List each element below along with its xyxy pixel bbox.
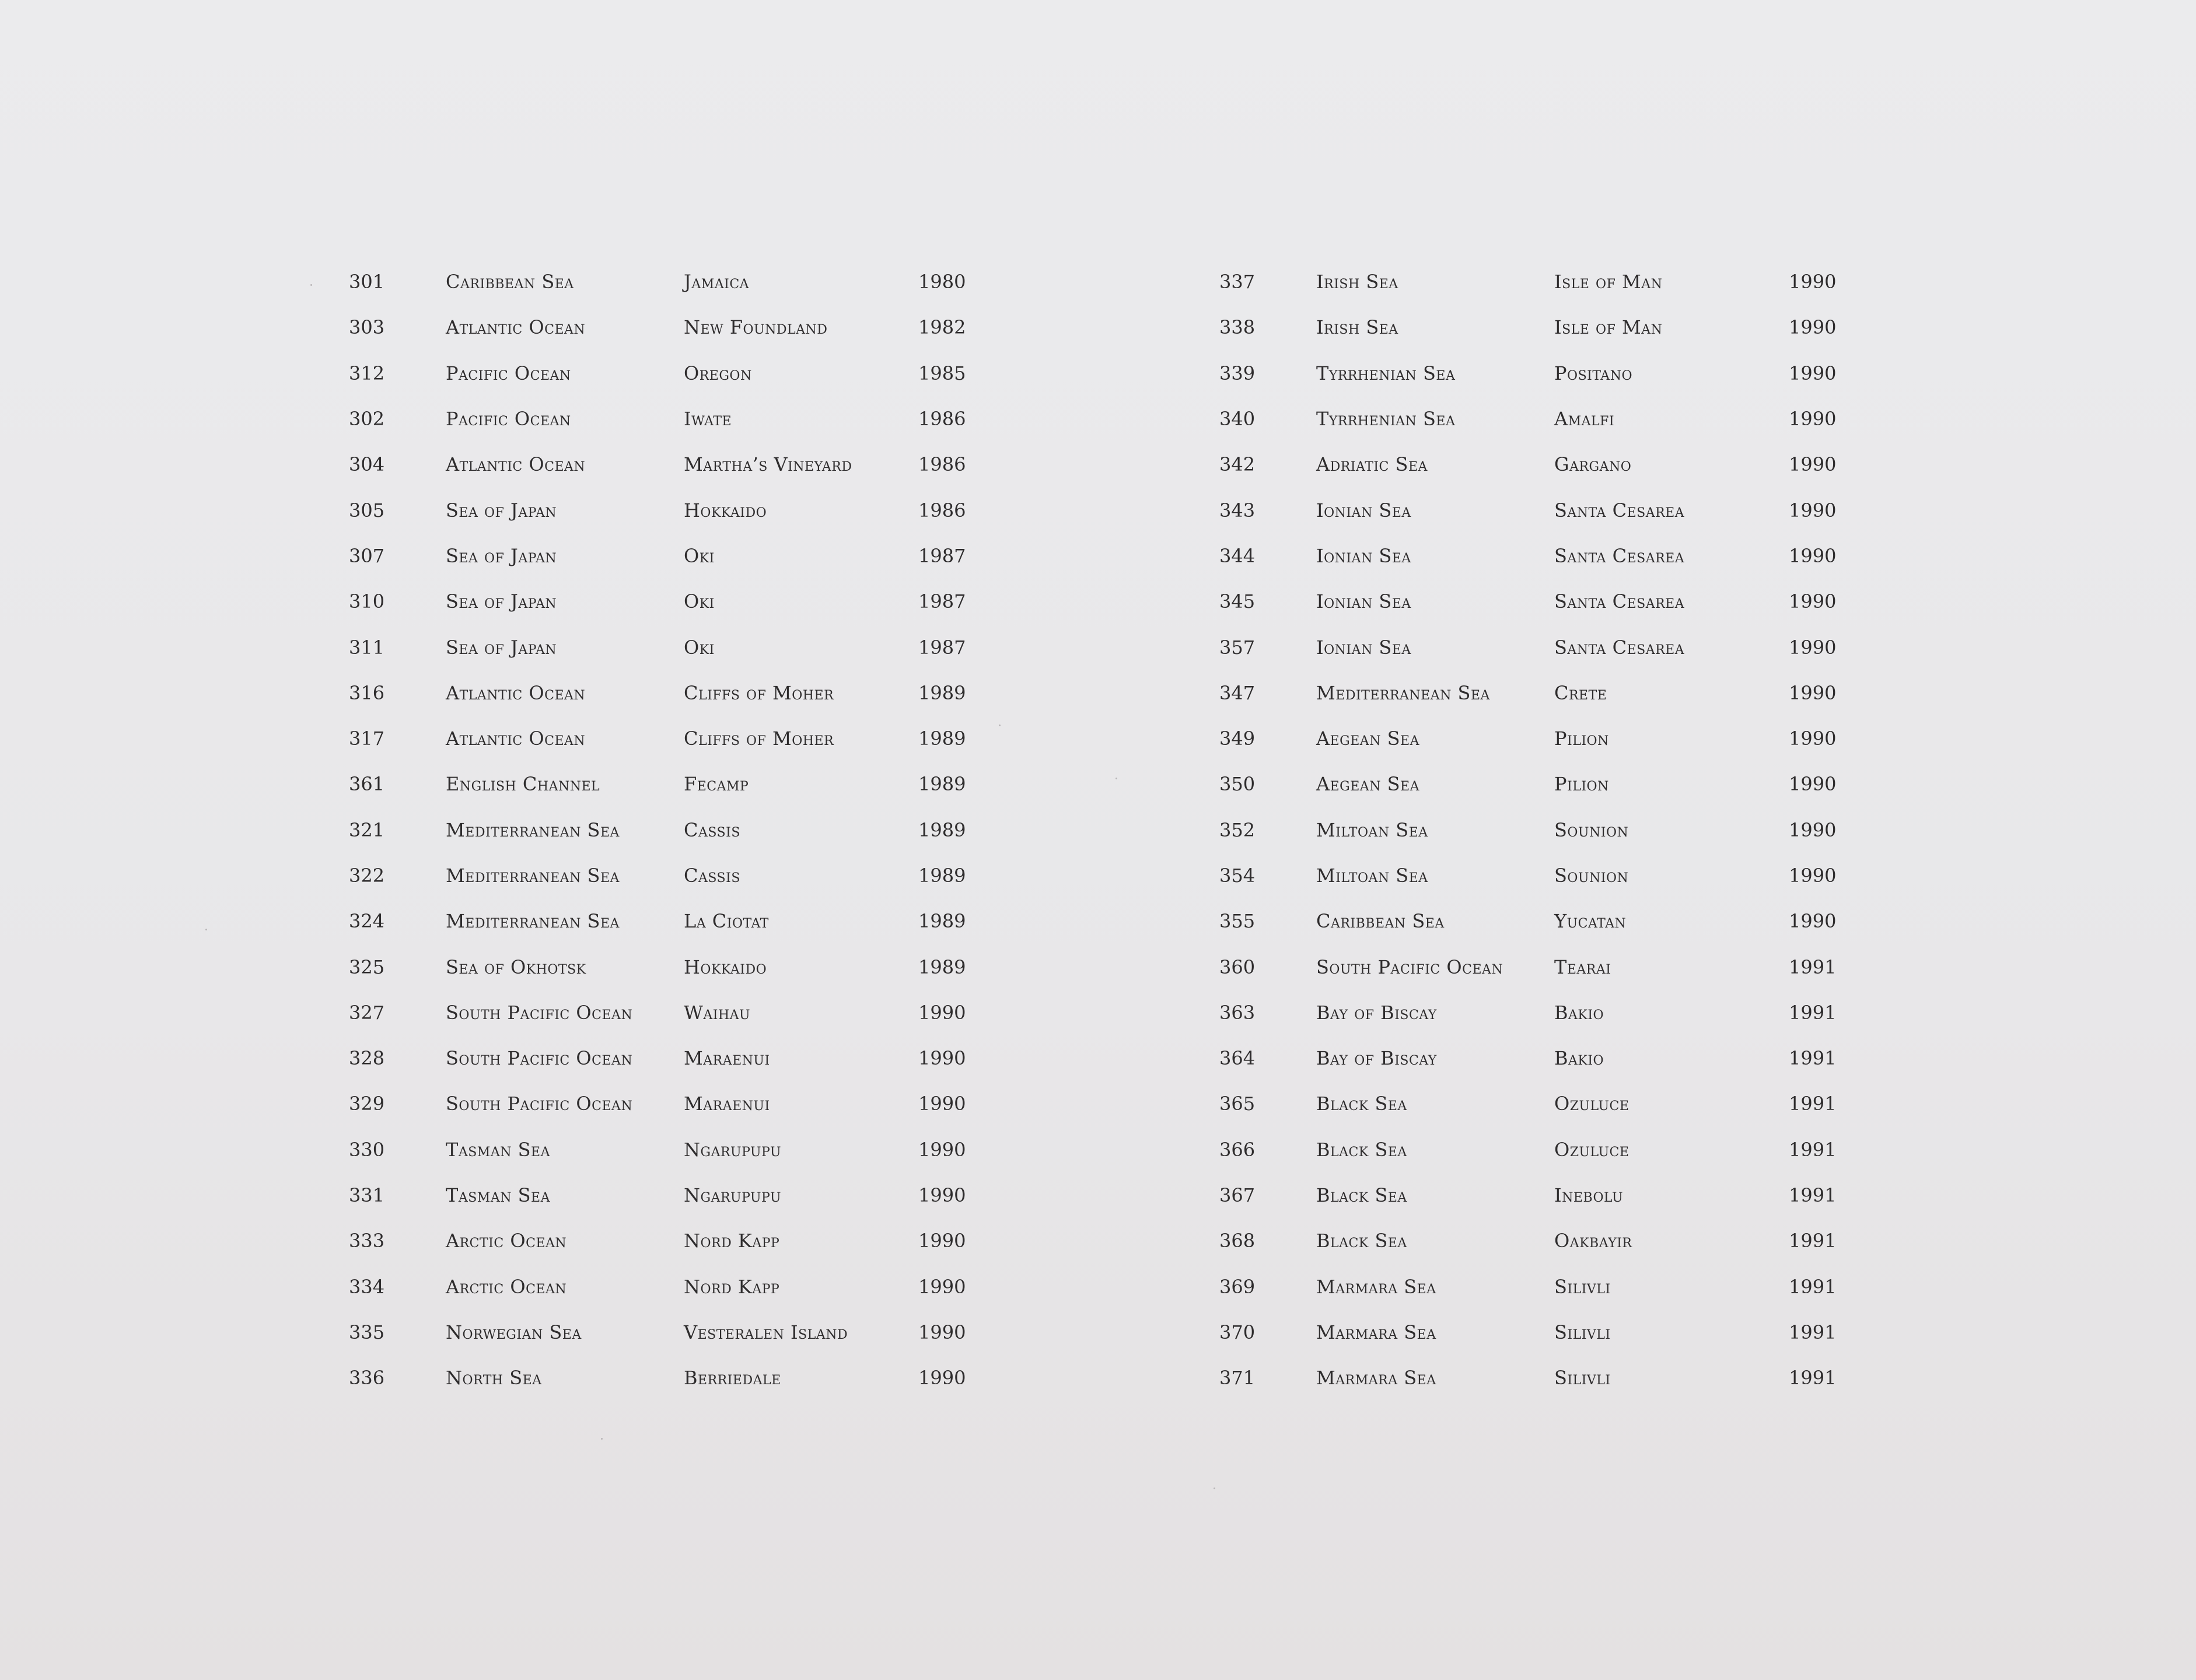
paper-speck xyxy=(601,1438,603,1440)
location-name: Silivli xyxy=(1554,1275,1611,1298)
table-row xyxy=(1219,1172,1836,1218)
year: 1989 xyxy=(918,910,966,933)
table-row xyxy=(349,396,966,442)
year: 1990 xyxy=(1789,727,1837,750)
plate-number: 349 xyxy=(1219,727,1256,750)
year: 1991 xyxy=(1789,1093,1837,1115)
plate-number: 307 xyxy=(349,544,385,567)
table-row xyxy=(349,807,966,853)
year: 1990 xyxy=(1789,864,1837,887)
plate-number: 354 xyxy=(1219,864,1256,887)
location-name: Fecamp xyxy=(684,773,749,796)
table-row xyxy=(1219,1264,1836,1310)
plate-number: 350 xyxy=(1219,773,1256,796)
year: 1990 xyxy=(1789,636,1837,659)
sea-name: Arctic Ocean xyxy=(446,1230,567,1252)
table-row xyxy=(1219,670,1836,716)
plate-number: 366 xyxy=(1219,1138,1256,1161)
sea-name: Ionian Sea xyxy=(1316,636,1411,659)
plate-number: 338 xyxy=(1219,316,1256,339)
plate-number: 345 xyxy=(1219,590,1256,613)
table-row xyxy=(349,624,966,670)
year: 1986 xyxy=(918,453,966,476)
year: 1990 xyxy=(918,1138,966,1161)
sea-name: North Sea xyxy=(446,1367,542,1390)
plate-number: 369 xyxy=(1219,1275,1256,1298)
table-row xyxy=(1219,396,1836,442)
sea-name: Atlantic Ocean xyxy=(446,453,586,476)
location-name: Silivli xyxy=(1554,1321,1611,1343)
year: 1990 xyxy=(1789,499,1837,522)
location-name: Nord Kapp xyxy=(684,1230,780,1252)
plate-number: 329 xyxy=(349,1093,385,1115)
sea-name: Ionian Sea xyxy=(1316,499,1411,522)
sea-name: Marmara Sea xyxy=(1316,1321,1436,1343)
location-name: Ozuluce xyxy=(1554,1093,1629,1115)
plate-number: 312 xyxy=(349,362,385,384)
sea-name: Mediterranean Sea xyxy=(446,818,620,841)
plate-number: 368 xyxy=(1219,1230,1256,1252)
paper-speck xyxy=(205,929,207,930)
table-row xyxy=(349,1218,966,1264)
sea-name: Adriatic Sea xyxy=(1316,453,1428,476)
sea-name: Tasman Sea xyxy=(446,1184,551,1207)
plate-number: 344 xyxy=(1219,544,1256,567)
year: 1985 xyxy=(918,362,966,384)
sea-name: Black Sea xyxy=(1316,1230,1407,1252)
sea-name: Atlantic Ocean xyxy=(446,316,586,339)
plate-number: 365 xyxy=(1219,1093,1256,1115)
sea-name: Miltoan Sea xyxy=(1316,864,1428,887)
table-row xyxy=(349,351,966,396)
plate-number: 371 xyxy=(1219,1367,1256,1390)
plate-number: 357 xyxy=(1219,636,1256,659)
table-row xyxy=(1219,1127,1836,1172)
table-row xyxy=(349,944,966,989)
year: 1990 xyxy=(918,1184,966,1207)
sea-name: Mediterranean Sea xyxy=(446,864,620,887)
location-name: Isle of Man xyxy=(1554,316,1663,339)
year: 1991 xyxy=(1789,1047,1837,1070)
plate-number: 343 xyxy=(1219,499,1256,522)
plate-number: 334 xyxy=(349,1275,385,1298)
sea-name: Caribbean Sea xyxy=(446,271,574,293)
sea-name: Irish Sea xyxy=(1316,271,1398,293)
sea-name: South Pacific Ocean xyxy=(1316,956,1503,978)
year: 1990 xyxy=(918,1275,966,1298)
plate-number: 322 xyxy=(349,864,385,887)
location-name: Vesteralen Island xyxy=(684,1321,848,1343)
year: 1990 xyxy=(918,1093,966,1115)
sea-name: Aegean Sea xyxy=(1316,773,1419,796)
location-name: Isle of Man xyxy=(1554,271,1663,293)
sea-name: Sea of Japan xyxy=(446,499,557,522)
table-row xyxy=(349,304,966,350)
location-name: Inebolu xyxy=(1554,1184,1624,1207)
year: 1991 xyxy=(1789,1321,1837,1343)
table-row xyxy=(1219,624,1836,670)
paper-speck xyxy=(310,284,312,286)
location-name: Iwate xyxy=(684,408,732,430)
table-row xyxy=(349,259,966,304)
year: 1989 xyxy=(918,681,966,704)
table-row xyxy=(349,1355,966,1401)
table-row xyxy=(349,898,966,944)
year: 1987 xyxy=(918,590,966,613)
year: 1990 xyxy=(918,1047,966,1070)
location-name: Hokkaido xyxy=(684,956,767,978)
plate-number: 335 xyxy=(349,1321,385,1343)
sea-name: Black Sea xyxy=(1316,1138,1407,1161)
sea-name: Tasman Sea xyxy=(446,1138,551,1161)
paper-speck xyxy=(1214,1488,1215,1489)
table-row xyxy=(1219,442,1836,487)
table-row xyxy=(1219,1355,1836,1401)
year: 1986 xyxy=(918,408,966,430)
sea-name: Marmara Sea xyxy=(1316,1367,1436,1390)
sea-name: Sea of Okhotsk xyxy=(446,956,586,978)
year: 1990 xyxy=(918,1001,966,1024)
location-name: Hokkaido xyxy=(684,499,767,522)
location-name: Pilion xyxy=(1554,773,1609,796)
table-row xyxy=(349,1127,966,1172)
table-row xyxy=(349,990,966,1035)
plate-number: 330 xyxy=(349,1138,385,1161)
plate-number: 324 xyxy=(349,910,385,933)
year: 1986 xyxy=(918,499,966,522)
location-name: Waihau xyxy=(684,1001,751,1024)
table-row xyxy=(349,1310,966,1355)
table-row xyxy=(1219,898,1836,944)
location-name: Sounion xyxy=(1554,818,1629,841)
year: 1989 xyxy=(918,956,966,978)
sea-name: English Channel xyxy=(446,773,600,796)
sea-name: Atlantic Ocean xyxy=(446,727,586,750)
year: 1990 xyxy=(1789,818,1837,841)
sea-name: Sea of Japan xyxy=(446,590,557,613)
table-row xyxy=(349,487,966,533)
year: 1991 xyxy=(1789,956,1837,978)
location-name: Ngarupupu xyxy=(684,1138,781,1161)
sea-name: Miltoan Sea xyxy=(1316,818,1428,841)
plate-number: 370 xyxy=(1219,1321,1256,1343)
year: 1990 xyxy=(1789,271,1837,293)
table-row xyxy=(1219,259,1836,304)
plate-number: 311 xyxy=(349,636,385,659)
sea-name: South Pacific Ocean xyxy=(446,1093,633,1115)
sea-name: Bay of Biscay xyxy=(1316,1001,1437,1024)
location-name: Tearai xyxy=(1554,956,1611,978)
plate-number: 305 xyxy=(349,499,385,522)
sea-name: Aegean Sea xyxy=(1316,727,1419,750)
plate-number: 304 xyxy=(349,453,385,476)
location-name: Maraenui xyxy=(684,1047,770,1070)
table-row xyxy=(1219,1035,1836,1081)
location-name: Bakio xyxy=(1554,1047,1604,1070)
location-name: Pilion xyxy=(1554,727,1609,750)
sea-name: Ionian Sea xyxy=(1316,590,1411,613)
year: 1991 xyxy=(1789,1138,1837,1161)
sea-name: South Pacific Ocean xyxy=(446,1001,633,1024)
year: 1990 xyxy=(1789,590,1837,613)
table-row xyxy=(1219,1218,1836,1264)
plate-number: 364 xyxy=(1219,1047,1256,1070)
location-name: Crete xyxy=(1554,681,1607,704)
year: 1991 xyxy=(1789,1184,1837,1207)
sea-name: Bay of Biscay xyxy=(1316,1047,1437,1070)
location-name: Jamaica xyxy=(684,271,750,293)
plate-number: 352 xyxy=(1219,818,1256,841)
location-name: Santa Cesarea xyxy=(1554,590,1685,613)
plate-number: 333 xyxy=(349,1230,385,1252)
sea-name: Arctic Ocean xyxy=(446,1275,567,1298)
year: 1990 xyxy=(1789,408,1837,430)
year: 1990 xyxy=(918,1230,966,1252)
location-name: Ngarupupu xyxy=(684,1184,781,1207)
plate-number: 302 xyxy=(349,408,385,430)
seascape-index-right xyxy=(1219,259,1836,1401)
year: 1990 xyxy=(1789,773,1837,796)
year: 1990 xyxy=(918,1321,966,1343)
location-name: Cassis xyxy=(684,864,740,887)
location-name: Cliffs of Moher xyxy=(684,681,834,704)
year: 1990 xyxy=(1789,681,1837,704)
year: 1990 xyxy=(1789,453,1837,476)
left-table-body xyxy=(349,259,966,1401)
table-row xyxy=(1219,533,1836,579)
sea-name: Marmara Sea xyxy=(1316,1275,1436,1298)
year: 1990 xyxy=(1789,316,1837,339)
sea-name: Pacific Ocean xyxy=(446,362,571,384)
year: 1991 xyxy=(1789,1275,1837,1298)
table-row xyxy=(1219,716,1836,761)
location-name: Cliffs of Moher xyxy=(684,727,834,750)
location-name: Oki xyxy=(684,544,715,567)
sea-name: Black Sea xyxy=(1316,1184,1407,1207)
plate-number: 363 xyxy=(1219,1001,1256,1024)
year: 1989 xyxy=(918,864,966,887)
sea-name: Norwegian Sea xyxy=(446,1321,582,1343)
table-row xyxy=(349,533,966,579)
location-name: Nord Kapp xyxy=(684,1275,780,1298)
location-name: Silivli xyxy=(1554,1367,1611,1390)
location-name: Oregon xyxy=(684,362,752,384)
location-name: Santa Cesarea xyxy=(1554,636,1685,659)
table-row xyxy=(1219,944,1836,989)
location-name: Oki xyxy=(684,590,715,613)
plate-number: 331 xyxy=(349,1184,385,1207)
year: 1990 xyxy=(918,1367,966,1390)
sea-name: Mediterranean Sea xyxy=(1316,681,1490,704)
sea-name: Sea of Japan xyxy=(446,636,557,659)
location-name: Bakio xyxy=(1554,1001,1604,1024)
location-name: La Ciotat xyxy=(684,910,769,933)
plate-number: 303 xyxy=(349,316,385,339)
table-row xyxy=(1219,853,1836,898)
sea-name: Pacific Ocean xyxy=(446,408,571,430)
table-row xyxy=(349,1172,966,1218)
table-row xyxy=(1219,990,1836,1035)
year: 1987 xyxy=(918,636,966,659)
location-name: Maraenui xyxy=(684,1093,770,1115)
sea-name: Mediterranean Sea xyxy=(446,910,620,933)
table-row xyxy=(349,579,966,624)
table-row xyxy=(1219,761,1836,807)
plate-number: 301 xyxy=(349,271,385,293)
table-row xyxy=(1219,351,1836,396)
year: 1991 xyxy=(1789,1001,1837,1024)
table-row xyxy=(349,1035,966,1081)
plate-number: 317 xyxy=(349,727,385,750)
year: 1989 xyxy=(918,727,966,750)
year: 1990 xyxy=(1789,544,1837,567)
location-name: Amalfi xyxy=(1554,408,1615,430)
paper-speck xyxy=(1116,778,1117,779)
plate-number: 336 xyxy=(349,1367,385,1390)
sea-name: Tyrrhenian Sea xyxy=(1316,362,1456,384)
sea-name: Ionian Sea xyxy=(1316,544,1411,567)
table-row xyxy=(1219,1081,1836,1126)
plate-number: 361 xyxy=(349,773,385,796)
plate-number: 325 xyxy=(349,956,385,978)
table-row xyxy=(349,1264,966,1310)
location-name: Martha’s Vineyard xyxy=(684,453,852,476)
year: 1989 xyxy=(918,773,966,796)
sea-name: Caribbean Sea xyxy=(1316,910,1445,933)
plate-number: 355 xyxy=(1219,910,1256,933)
plate-number: 367 xyxy=(1219,1184,1256,1207)
plate-number: 328 xyxy=(349,1047,385,1070)
year: 1980 xyxy=(918,271,966,293)
table-row xyxy=(1219,579,1836,624)
table-row xyxy=(349,1081,966,1126)
location-name: Sounion xyxy=(1554,864,1629,887)
location-name: Cassis xyxy=(684,818,740,841)
location-name: Ozuluce xyxy=(1554,1138,1629,1161)
location-name: Positano xyxy=(1554,362,1632,384)
sea-name: Black Sea xyxy=(1316,1093,1407,1115)
year: 1987 xyxy=(918,544,966,567)
location-name: Yucatan xyxy=(1554,910,1627,933)
table-row xyxy=(1219,1310,1836,1355)
paper-speck xyxy=(999,724,1001,726)
table-row xyxy=(349,670,966,716)
sea-name: Irish Sea xyxy=(1316,316,1398,339)
year: 1990 xyxy=(1789,910,1837,933)
sea-name: Sea of Japan xyxy=(446,544,557,567)
right-table-body xyxy=(1219,259,1836,1401)
location-name: Gargano xyxy=(1554,453,1632,476)
plate-number: 339 xyxy=(1219,362,1256,384)
location-name: Santa Cesarea xyxy=(1554,544,1685,567)
table-row xyxy=(349,716,966,761)
year: 1989 xyxy=(918,818,966,841)
location-name: New Foundland xyxy=(684,316,828,339)
seascape-index-left xyxy=(349,259,966,1401)
table-row xyxy=(349,761,966,807)
plate-number: 321 xyxy=(349,818,385,841)
table-row xyxy=(1219,487,1836,533)
sea-name: Atlantic Ocean xyxy=(446,681,586,704)
table-row xyxy=(1219,304,1836,350)
location-name: Oki xyxy=(684,636,715,659)
plate-number: 316 xyxy=(349,681,385,704)
plate-number: 360 xyxy=(1219,956,1256,978)
table-row xyxy=(349,442,966,487)
plate-number: 347 xyxy=(1219,681,1256,704)
location-name: Oakbayir xyxy=(1554,1230,1632,1252)
plate-number: 342 xyxy=(1219,453,1256,476)
location-name: Santa Cesarea xyxy=(1554,499,1685,522)
year: 1990 xyxy=(1789,362,1837,384)
sea-name: Tyrrhenian Sea xyxy=(1316,408,1456,430)
plate-number: 340 xyxy=(1219,408,1256,430)
year: 1991 xyxy=(1789,1230,1837,1252)
year: 1991 xyxy=(1789,1367,1837,1390)
table-row xyxy=(1219,807,1836,853)
plate-number: 310 xyxy=(349,590,385,613)
location-name: Berriedale xyxy=(684,1367,781,1390)
plate-number: 327 xyxy=(349,1001,385,1024)
plate-number: 337 xyxy=(1219,271,1256,293)
sea-name: South Pacific Ocean xyxy=(446,1047,633,1070)
year: 1982 xyxy=(918,316,966,339)
table-row xyxy=(349,853,966,898)
